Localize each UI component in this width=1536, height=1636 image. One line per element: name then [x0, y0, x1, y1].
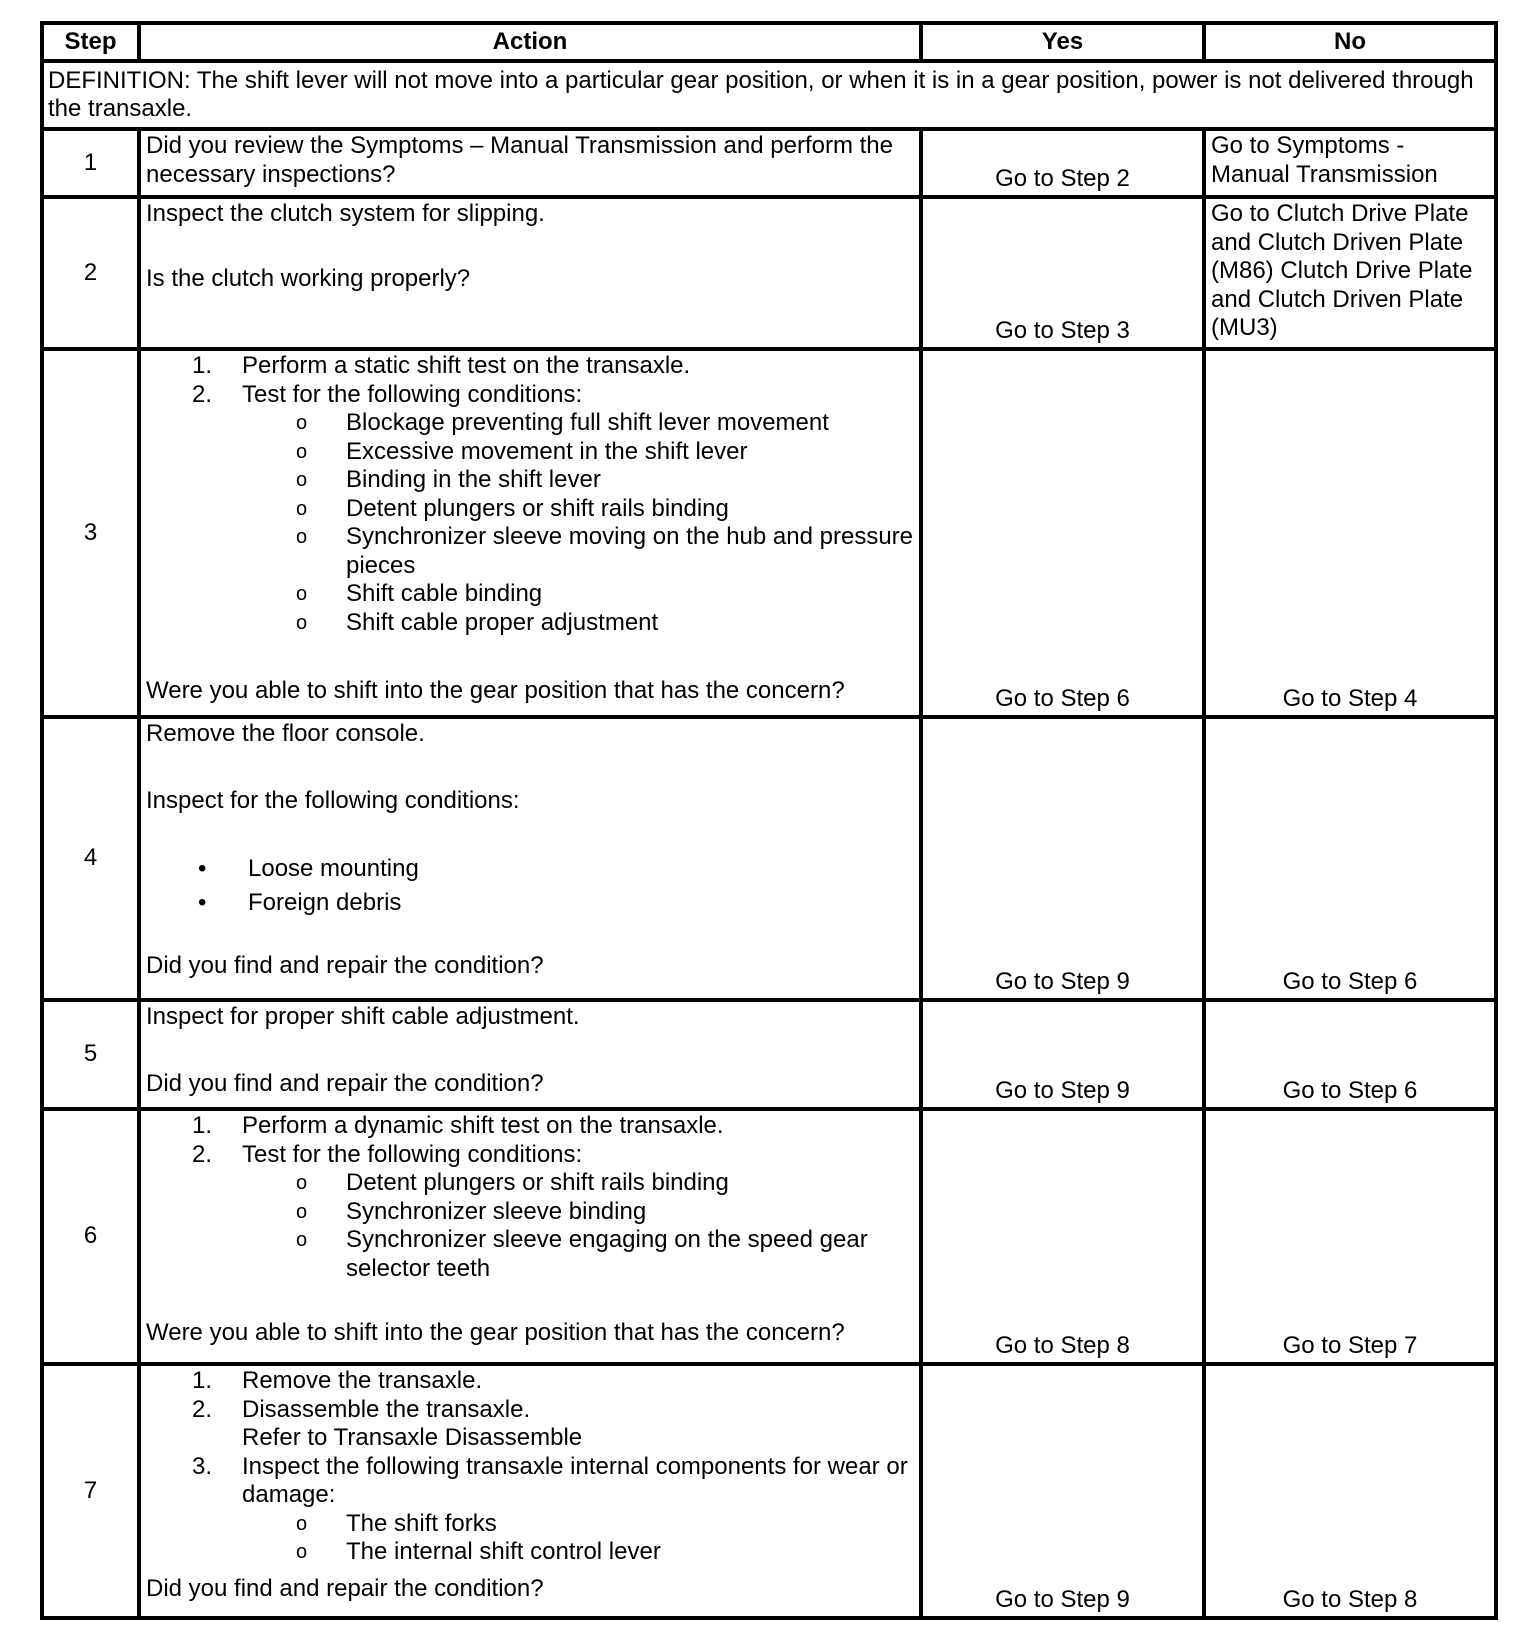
header-no: No	[1204, 23, 1496, 61]
no-cell: Go to Step 4	[1204, 349, 1496, 717]
sub-list-item: o Synchronizer sleeve engaging on the speed gear selector teeth	[296, 1226, 868, 1282]
table-row	[42, 129, 1496, 197]
header-yes: Yes	[921, 23, 1204, 61]
sub-list-item: o Excessive movement in the shift lever	[296, 437, 748, 465]
yes-cell: Go to Step 6	[921, 349, 1204, 717]
step-number: 4	[42, 717, 139, 1000]
sub-list-item: o Shift cable binding	[296, 580, 543, 607]
sub-list-item: o Synchronizer sleeve moving on the hub and pressure pieces	[296, 523, 913, 579]
list-item: Refer to Transaxle Disassemble	[242, 1424, 583, 1451]
step-number: 2	[42, 197, 139, 349]
sub-list-item: o Shift cable proper adjustment	[296, 608, 659, 636]
table-row	[42, 1109, 1496, 1364]
action-cell	[139, 1109, 921, 1364]
action-text: Inspect the clutch system for slipping.	[146, 200, 545, 227]
action-question: Did you find and repair the condition?	[146, 1574, 544, 1602]
action-question: Were you able to shift into the gear position that has the concern?	[146, 677, 845, 704]
no-cell: Go to Symptoms - Manual Transmission	[1204, 129, 1496, 197]
action-text: Inspect for the following conditions:	[146, 786, 520, 814]
yes-cell: Go to Step 9	[921, 1000, 1204, 1109]
no-cell: Go to Step 8	[1204, 1364, 1496, 1618]
step-number: 1	[42, 129, 139, 197]
step-number: 7	[42, 1364, 139, 1618]
header-row	[42, 23, 1496, 61]
no-cell: Go to Step 6	[1204, 717, 1496, 1000]
step-number: 3	[42, 349, 139, 717]
definition-row	[42, 61, 1496, 129]
yes-cell: Go to Step 2	[921, 129, 1204, 197]
action-text: Did you review the Symptoms – Manual Transmission and perform the necessary inspections?	[146, 132, 893, 188]
action-text: Inspect for proper shift cable adjustment.	[146, 1003, 580, 1030]
action-cell	[139, 717, 921, 1000]
definition-text: DEFINITION: The shift lever will not move into a particular gear position, or when it is in a gear position, power is not delivered through the transaxle.	[42, 61, 1496, 129]
list-item: 2. Test for the following conditions:	[191, 380, 583, 408]
sub-list-item: o The internal shift control lever	[296, 1538, 661, 1565]
action-cell	[139, 197, 921, 349]
action-cell	[139, 1364, 921, 1618]
table-row	[42, 197, 1496, 349]
sub-list-item: o Detent plungers or shift rails binding	[296, 1169, 729, 1196]
list-item: 2. Disassemble the transaxle.	[191, 1395, 531, 1423]
action-question: Were you able to shift into the gear position that has the concern?	[146, 1319, 845, 1346]
list-item: 1. Remove the transaxle.	[191, 1367, 483, 1394]
action-cell	[139, 129, 921, 197]
diagnostic-table	[40, 21, 1498, 1620]
header-step: Step	[42, 23, 139, 61]
table-row	[42, 1364, 1496, 1618]
action-cell	[139, 349, 921, 717]
table-row	[42, 349, 1496, 717]
step-number: 5	[42, 1000, 139, 1109]
yes-cell: Go to Step 9	[921, 717, 1204, 1000]
no-cell: Go to Step 6	[1204, 1000, 1496, 1109]
sub-list-item: o The shift forks	[296, 1509, 497, 1537]
header-action: Action	[139, 23, 921, 61]
list-item: 1. Perform a dynamic shift test on the transaxle.	[191, 1112, 724, 1139]
action-question: Did you find and repair the condition?	[146, 952, 544, 979]
yes-cell: Go to Step 3	[921, 197, 1204, 349]
action-cell	[139, 1000, 921, 1109]
action-text: Remove the floor console.	[146, 720, 425, 747]
bullet-item: • Loose mounting	[198, 855, 419, 882]
no-cell: Go to Step 7	[1204, 1109, 1496, 1364]
table-row	[42, 1000, 1496, 1109]
list-item: 3. Inspect the following transaxle internal components for wear or damage:	[191, 1452, 908, 1508]
yes-cell: Go to Step 8	[921, 1109, 1204, 1364]
action-question: Is the clutch working properly?	[146, 264, 471, 292]
table-row	[42, 717, 1496, 1000]
bullet-item: • Foreign debris	[198, 888, 402, 916]
step-number: 6	[42, 1109, 139, 1364]
sub-list-item: o Detent plungers or shift rails binding	[296, 494, 729, 522]
sub-list-item: o Blockage preventing full shift lever movement	[296, 409, 829, 436]
list-item: 1. Perform a static shift test on the transaxle.	[191, 352, 691, 379]
no-cell: Go to Clutch Drive Plate and Clutch Driven Plate (M86) Clutch Drive Plate and Clutch Driven Plate (MU3)	[1204, 197, 1496, 349]
action-question: Did you find and repair the condition?	[146, 1069, 544, 1097]
yes-cell: Go to Step 9	[921, 1364, 1204, 1618]
sub-list-item: o Binding in the shift lever	[296, 466, 601, 493]
sub-list-item: o Synchronizer sleeve binding	[296, 1197, 647, 1225]
list-item: 2. Test for the following conditions:	[191, 1140, 583, 1168]
